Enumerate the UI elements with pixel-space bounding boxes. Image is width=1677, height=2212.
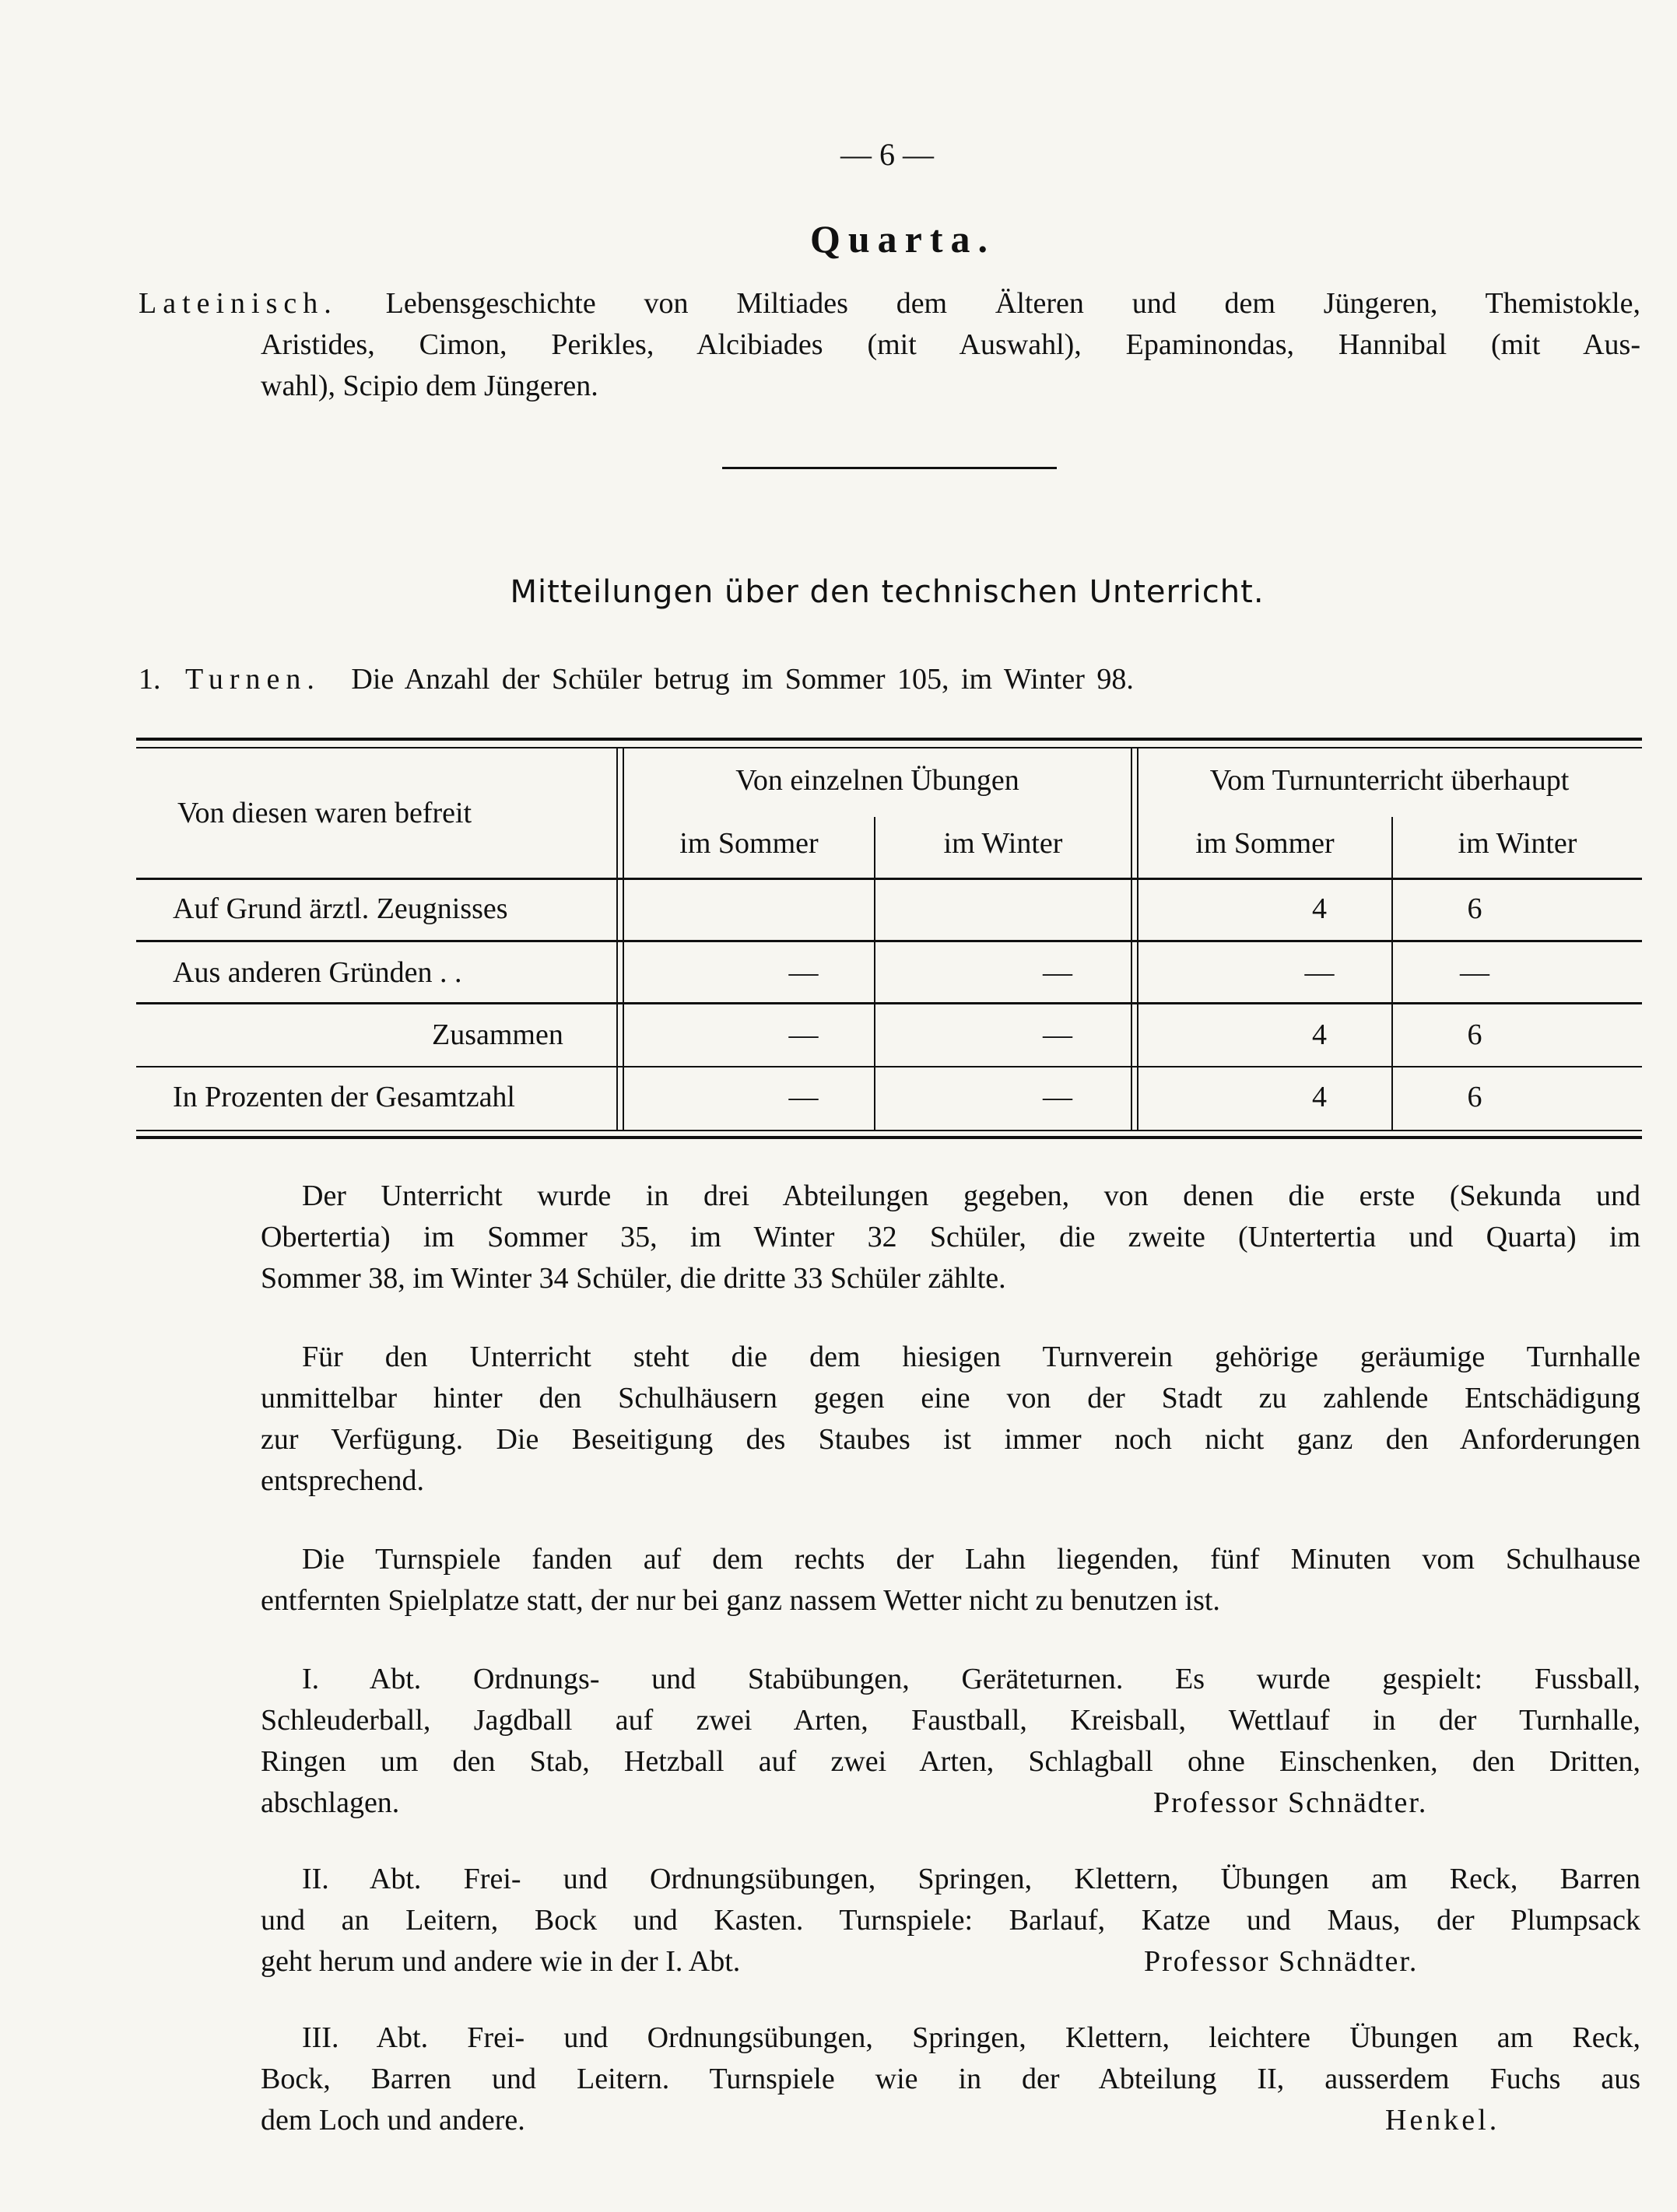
table-row-rule [136,940,1642,942]
turnen-number: 1. [139,663,161,696]
table-cell: — [1460,956,1489,989]
table-row-label: In Prozenten der Gesamtzahl [173,1081,515,1113]
table-row-rule [136,1066,1642,1067]
table-vline-3b [1137,748,1138,1130]
table-cell: 4 [1312,1081,1327,1113]
paragraph-6-line-2: Bock, Barren und Leitern. Turnspiele wie in der Abteilung II, ausserdem Fuchs aus [261,2063,1640,2095]
paragraph-1-line-3: Sommer 38, im Winter 34 Schüler, die dritte 33 Schüler zählte. [261,1262,1006,1295]
table-cell: 4 [1312,892,1327,925]
table-header-rule [136,878,1642,880]
latein-text-1: Lebensgeschichte von Miltiades dem Älteren und dem Jüngeren, Themistokle, [385,287,1641,320]
table-bottom-rule-2 [136,1136,1642,1139]
table-cell: — [788,1018,819,1051]
table-group-1: Von einzelnen Übungen [735,764,1019,797]
latein-line-2: Aristides, Cimon, Perikles, Alcibiades (mit Auswahl), Epaminondas, Hannibal (mit Aus- [261,328,1640,361]
latein-line-1 [139,282,1640,324]
table-cell: 6 [1467,1018,1482,1051]
table-cell: — [1304,956,1335,989]
paragraph-6-line-3: dem Loch und andere. [261,2104,525,2137]
paragraph-3-line-1: Die Turnspiele fanden auf dem rechts der Lahn liegenden, fünf Minuten vom Schulhause [302,1543,1640,1576]
signature-3: Henkel. [1385,2104,1500,2137]
paragraph-4-line-2: Schleuderball, Jagdball auf zwei Arten, Faustball, Kreisball, Wettlauf in der Turnhalle, [261,1704,1640,1737]
table-row-header: Von diesen waren befreit [177,797,472,829]
paragraph-5-line-2: und an Leitern, Bock und Kasten. Turnspiele: Barlauf, Katze und Maus, der Plumpsack [261,1904,1640,1937]
table-row-label: Auf Grund ärztl. Zeugnisses [173,892,508,925]
table-cell: — [1043,1018,1072,1051]
latein-label: Lateinisch. [139,287,338,320]
paragraph-2-line-4: entsprechend. [261,1464,424,1497]
table-cell: 6 [1467,1081,1482,1113]
paragraph-1-line-1: Der Unterricht wurde in drei Abteilungen gegeben, von denen die erste (Sekunda und [302,1180,1640,1212]
table-bottom-rule-1 [136,1130,1642,1131]
table-group-2: Vom Turnunterricht überhaupt [1209,764,1570,797]
signature-1: Professor Schnädter. [1153,1786,1428,1819]
table-top-rule-1 [136,738,1642,741]
table-row-label: Zusammen [432,1018,563,1051]
table-cell: 6 [1467,892,1482,925]
table-cell: — [788,956,819,989]
paragraph-4-line-4: abschlagen. [261,1786,400,1819]
separator-rule [722,467,1057,469]
table-sub-sommer-1: im Sommer [679,827,819,860]
paragraph-4-line-3: Ringen um den Stab, Hetzball auf zwei Arten, Schlagball ohne Einschenken, den Dritten, [261,1745,1640,1778]
table-sub-winter-2: im Winter [1458,827,1577,860]
table-vline-1b [623,748,624,1130]
paragraph-4-line-1: I. Abt. Ordnungs- und Stabübungen, Geräteturnen. Es wurde gespielt: Fussball, [302,1663,1640,1695]
table-top-rule-2 [136,747,1642,748]
paragraph-1-line-2: Obertertia) im Sommer 35, im Winter 32 Schüler, die zweite (Untertertia und Quarta) im [261,1221,1640,1253]
signature-2: Professor Schnädter. [1144,1945,1419,1978]
latein-line-3: wahl), Scipio dem Jüngeren. [261,370,598,402]
section-title-quarta: Quarta. [809,217,996,261]
table-vline-1a [616,748,618,1130]
turnen-label: Turnen. [185,663,321,696]
table-cell: — [788,1081,819,1113]
table-sub-winter-1: im Winter [943,827,1063,860]
turnen-text: Die Anzahl der Schüler betrug im Sommer 105, im Winter 98. [351,663,1134,696]
paragraph-5-line-1: II. Abt. Frei- und Ordnungsübungen, Springen, Klettern, Übungen am Reck, Barren [302,1863,1640,1895]
table-row-rule [136,1002,1642,1004]
table-vline-3a [1131,748,1132,1130]
turnen-line [139,658,1134,700]
paragraph-2-line-1: Für den Unterricht steht die dem hiesigen Turnverein gehörige geräumige Turnhalle [302,1341,1640,1373]
table-cell: — [1043,956,1072,989]
paragraph-3-line-2: entfernten Spielplatze statt, der nur bei ganz nassem Wetter nicht zu benutzen ist. [261,1584,1220,1617]
technical-heading: Mitteilungen über den technischen Unterricht. [510,574,1265,610]
table-row-label: Aus anderen Gründen . . [173,956,462,989]
table-cell: 4 [1312,1018,1327,1051]
paragraph-2-line-3: zur Verfügung. Die Beseitigung des Staubes ist immer noch nicht ganz den Anforderungen [261,1423,1640,1456]
paragraph-5-line-3: geht herum und andere wie in der I. Abt. [261,1945,741,1978]
paragraph-6-line-1: III. Abt. Frei- und Ordnungsübungen, Springen, Klettern, leichtere Übungen am Reck, [302,2021,1640,2054]
table-cell: — [1043,1081,1072,1113]
page-number: — 6 — [840,137,934,172]
paragraph-2-line-2: unmittelbar hinter den Schulhäusern gegen eine von der Stadt zu zahlende Entschädigung [261,1382,1640,1414]
table-sub-sommer-2: im Sommer [1195,827,1335,860]
